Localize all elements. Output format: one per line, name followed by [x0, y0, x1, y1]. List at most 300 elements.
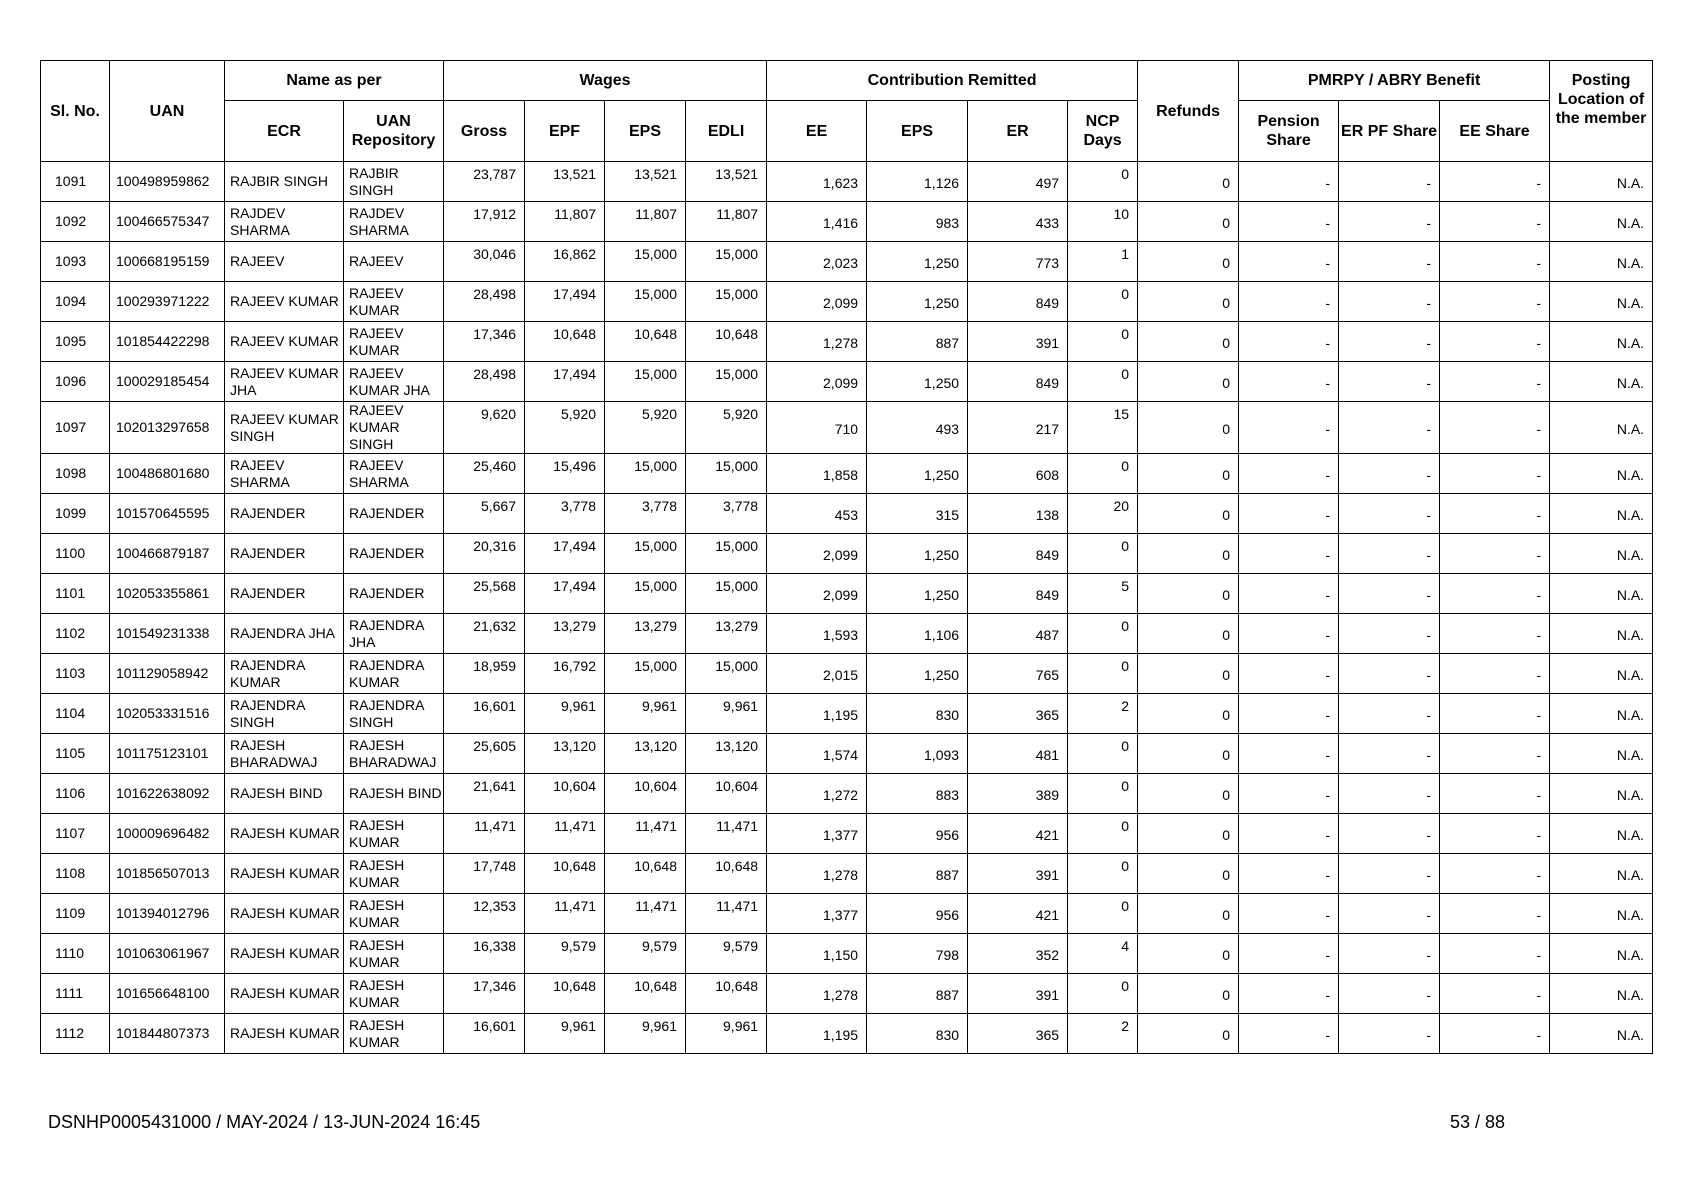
cell-uan: 100486801680: [110, 454, 225, 494]
cell-refunds: 0: [1138, 814, 1239, 854]
cell-eps-contribution: 887: [867, 854, 968, 894]
cell-name-ecr: RAJENDRA SINGH: [225, 694, 344, 734]
cell-eps: 11,807: [605, 202, 686, 242]
cell-eps-contribution: 887: [867, 322, 968, 362]
cell-eps-contribution: 1,126: [867, 162, 968, 202]
cell-uan: 100466575347: [110, 202, 225, 242]
cell-edli: 15,000: [686, 654, 767, 694]
table-row: [41, 454, 1653, 494]
cell-ee-share: -: [1440, 894, 1550, 934]
cell-eps: 15,000: [605, 654, 686, 694]
cell-name-ecr: RAJESH BHARADWAJ: [225, 734, 344, 774]
cell-pension-share: -: [1239, 162, 1339, 202]
cell-name-ecr: RAJESH KUMAR: [225, 854, 344, 894]
cell-refunds: 0: [1138, 494, 1239, 534]
cell-er-pf-share: -: [1339, 1014, 1440, 1054]
header-edli: EDLI: [686, 101, 767, 162]
table-row: [41, 894, 1653, 934]
cell-eps: 10,604: [605, 774, 686, 814]
cell-posting-location: N.A.: [1550, 854, 1653, 894]
cell-sl-no: 1103: [41, 654, 110, 694]
cell-gross: 16,601: [444, 694, 525, 734]
cell-uan: 101129058942: [110, 654, 225, 694]
cell-epf: 13,120: [525, 734, 605, 774]
cell-sl-no: 1109: [41, 894, 110, 934]
cell-ncp-days: 0: [1068, 654, 1138, 694]
cell-uan: 102013297658: [110, 402, 225, 454]
cell-sl-no: 1093: [41, 242, 110, 282]
cell-ee: 1,150: [767, 934, 867, 974]
cell-edli: 10,648: [686, 854, 767, 894]
cell-epf: 11,471: [525, 894, 605, 934]
cell-sl-no: 1105: [41, 734, 110, 774]
cell-epf: 11,807: [525, 202, 605, 242]
cell-refunds: 0: [1138, 1014, 1239, 1054]
cell-edli: 13,120: [686, 734, 767, 774]
cell-er-pf-share: -: [1339, 362, 1440, 402]
cell-name-uan-repository: RAJEEV SHARMA: [344, 454, 444, 494]
cell-er: 352: [968, 934, 1068, 974]
cell-name-uan-repository: RAJBIR SINGH: [344, 162, 444, 202]
cell-ee: 1,377: [767, 894, 867, 934]
cell-name-uan-repository: RAJDEV SHARMA: [344, 202, 444, 242]
cell-epf: 16,792: [525, 654, 605, 694]
cell-pension-share: -: [1239, 974, 1339, 1014]
cell-posting-location: N.A.: [1550, 242, 1653, 282]
cell-gross: 11,471: [444, 814, 525, 854]
cell-er-pf-share: -: [1339, 894, 1440, 934]
table-row: [41, 282, 1653, 322]
cell-eps: 10,648: [605, 322, 686, 362]
cell-name-uan-repository: RAJEEV KUMAR JHA: [344, 362, 444, 402]
cell-er-pf-share: -: [1339, 854, 1440, 894]
cell-er: 217: [968, 402, 1068, 454]
cell-ncp-days: 0: [1068, 454, 1138, 494]
cell-pension-share: -: [1239, 854, 1339, 894]
cell-posting-location: N.A.: [1550, 974, 1653, 1014]
cell-refunds: 0: [1138, 402, 1239, 454]
cell-sl-no: 1111: [41, 974, 110, 1014]
table-row: [41, 322, 1653, 362]
cell-er-pf-share: -: [1339, 494, 1440, 534]
cell-ncp-days: 15: [1068, 402, 1138, 454]
cell-refunds: 0: [1138, 774, 1239, 814]
cell-edli: 11,807: [686, 202, 767, 242]
cell-refunds: 0: [1138, 574, 1239, 614]
cell-epf: 13,521: [525, 162, 605, 202]
cell-epf: 10,648: [525, 854, 605, 894]
cell-eps-contribution: 493: [867, 402, 968, 454]
cell-ee: 1,623: [767, 162, 867, 202]
cell-sl-no: 1112: [41, 1014, 110, 1054]
cell-pension-share: -: [1239, 534, 1339, 574]
table-row: [41, 242, 1653, 282]
cell-ncp-days: 0: [1068, 614, 1138, 654]
cell-er: 391: [968, 322, 1068, 362]
cell-pension-share: -: [1239, 402, 1339, 454]
cell-posting-location: N.A.: [1550, 494, 1653, 534]
header-name-as-per: Name as per: [225, 61, 444, 101]
cell-gross: 23,787: [444, 162, 525, 202]
cell-posting-location: N.A.: [1550, 282, 1653, 322]
cell-posting-location: N.A.: [1550, 1014, 1653, 1054]
cell-posting-location: N.A.: [1550, 202, 1653, 242]
cell-eps-contribution: 1,093: [867, 734, 968, 774]
cell-er: 365: [968, 1014, 1068, 1054]
cell-eps: 15,000: [605, 242, 686, 282]
cell-ee: 2,099: [767, 362, 867, 402]
cell-name-ecr: RAJBIR SINGH: [225, 162, 344, 202]
cell-pension-share: -: [1239, 894, 1339, 934]
cell-ncp-days: 0: [1068, 322, 1138, 362]
cell-pension-share: -: [1239, 934, 1339, 974]
cell-uan: 100009696482: [110, 814, 225, 854]
cell-ncp-days: 0: [1068, 974, 1138, 1014]
cell-epf: 17,494: [525, 574, 605, 614]
cell-sl-no: 1094: [41, 282, 110, 322]
cell-sl-no: 1101: [41, 574, 110, 614]
cell-gross: 21,632: [444, 614, 525, 654]
cell-ncp-days: 0: [1068, 362, 1138, 402]
table-row: [41, 402, 1653, 454]
cell-refunds: 0: [1138, 894, 1239, 934]
cell-uan: 101063061967: [110, 934, 225, 974]
cell-edli: 15,000: [686, 242, 767, 282]
cell-sl-no: 1091: [41, 162, 110, 202]
cell-ee-share: -: [1440, 934, 1550, 974]
cell-refunds: 0: [1138, 202, 1239, 242]
cell-ee: 2,015: [767, 654, 867, 694]
cell-er: 421: [968, 814, 1068, 854]
cell-gross: 16,338: [444, 934, 525, 974]
cell-ncp-days: 0: [1068, 774, 1138, 814]
cell-ee-share: -: [1440, 162, 1550, 202]
cell-er: 138: [968, 494, 1068, 534]
cell-ee-share: -: [1440, 242, 1550, 282]
header-contribution-remitted: Contribution Remitted: [767, 61, 1138, 101]
cell-refunds: 0: [1138, 322, 1239, 362]
cell-name-uan-repository: RAJENDER: [344, 534, 444, 574]
cell-sl-no: 1102: [41, 614, 110, 654]
cell-edli: 13,279: [686, 614, 767, 654]
table-row: [41, 934, 1653, 974]
cell-uan: 100498959862: [110, 162, 225, 202]
cell-sl-no: 1110: [41, 934, 110, 974]
cell-uan: 100293971222: [110, 282, 225, 322]
table-row: [41, 974, 1653, 1014]
cell-er: 849: [968, 574, 1068, 614]
cell-er-pf-share: -: [1339, 774, 1440, 814]
cell-eps-contribution: 830: [867, 1014, 968, 1054]
cell-er-pf-share: -: [1339, 202, 1440, 242]
cell-posting-location: N.A.: [1550, 402, 1653, 454]
cell-uan: 100466879187: [110, 534, 225, 574]
cell-er: 773: [968, 242, 1068, 282]
cell-posting-location: N.A.: [1550, 534, 1653, 574]
cell-refunds: 0: [1138, 854, 1239, 894]
cell-ee: 2,099: [767, 282, 867, 322]
cell-eps-contribution: 1,250: [867, 282, 968, 322]
cell-ee-share: -: [1440, 1014, 1550, 1054]
cell-ee-share: -: [1440, 734, 1550, 774]
cell-epf: 11,471: [525, 814, 605, 854]
cell-er: 849: [968, 282, 1068, 322]
cell-ee: 1,593: [767, 614, 867, 654]
cell-edli: 10,648: [686, 974, 767, 1014]
table-row: [41, 1014, 1653, 1054]
cell-eps-contribution: 1,250: [867, 454, 968, 494]
cell-uan: 102053355861: [110, 574, 225, 614]
cell-er-pf-share: -: [1339, 322, 1440, 362]
cell-posting-location: N.A.: [1550, 694, 1653, 734]
cell-gross: 21,641: [444, 774, 525, 814]
cell-posting-location: N.A.: [1550, 362, 1653, 402]
cell-gross: 18,959: [444, 654, 525, 694]
cell-er: 765: [968, 654, 1068, 694]
table-row: [41, 654, 1653, 694]
cell-gross: 17,346: [444, 974, 525, 1014]
header-refunds: Refunds: [1138, 61, 1239, 162]
cell-ee-share: -: [1440, 494, 1550, 534]
cell-name-ecr: RAJESH KUMAR: [225, 934, 344, 974]
header-sl-no: Sl. No.: [41, 61, 110, 162]
header-ee: EE: [767, 101, 867, 162]
cell-uan: 101175123101: [110, 734, 225, 774]
cell-refunds: 0: [1138, 654, 1239, 694]
cell-er: 608: [968, 454, 1068, 494]
cell-refunds: 0: [1138, 934, 1239, 974]
cell-epf: 17,494: [525, 534, 605, 574]
cell-sl-no: 1098: [41, 454, 110, 494]
cell-gross: 28,498: [444, 282, 525, 322]
cell-ee-share: -: [1440, 402, 1550, 454]
cell-edli: 15,000: [686, 454, 767, 494]
cell-name-ecr: RAJENDRA JHA: [225, 614, 344, 654]
header-epf: EPF: [525, 101, 605, 162]
cell-edli: 3,778: [686, 494, 767, 534]
cell-ee-share: -: [1440, 814, 1550, 854]
table-row: [41, 202, 1653, 242]
cell-er: 389: [968, 774, 1068, 814]
cell-posting-location: N.A.: [1550, 322, 1653, 362]
cell-name-ecr: RAJEEV KUMAR: [225, 322, 344, 362]
cell-ee: 1,858: [767, 454, 867, 494]
cell-eps: 9,961: [605, 694, 686, 734]
cell-ee: 2,099: [767, 534, 867, 574]
cell-er: 849: [968, 534, 1068, 574]
cell-er: 497: [968, 162, 1068, 202]
cell-sl-no: 1100: [41, 534, 110, 574]
cell-uan: 102053331516: [110, 694, 225, 734]
cell-ee-share: -: [1440, 614, 1550, 654]
cell-name-uan-repository: RAJENDRA SINGH: [344, 694, 444, 734]
cell-gross: 17,912: [444, 202, 525, 242]
cell-ncp-days: 5: [1068, 574, 1138, 614]
cell-refunds: 0: [1138, 162, 1239, 202]
cell-ee-share: -: [1440, 202, 1550, 242]
cell-eps-contribution: 1,250: [867, 242, 968, 282]
cell-eps: 13,120: [605, 734, 686, 774]
cell-edli: 11,471: [686, 894, 767, 934]
cell-pension-share: -: [1239, 242, 1339, 282]
cell-name-ecr: RAJEEV SHARMA: [225, 454, 344, 494]
cell-ee: 1,278: [767, 974, 867, 1014]
cell-epf: 9,961: [525, 1014, 605, 1054]
header-eps-contribution: EPS: [867, 101, 968, 162]
cell-eps-contribution: 798: [867, 934, 968, 974]
cell-ee-share: -: [1440, 534, 1550, 574]
cell-sl-no: 1107: [41, 814, 110, 854]
cell-edli: 13,521: [686, 162, 767, 202]
table-row: [41, 534, 1653, 574]
cell-epf: 17,494: [525, 282, 605, 322]
cell-er-pf-share: -: [1339, 654, 1440, 694]
cell-eps: 3,778: [605, 494, 686, 534]
cell-refunds: 0: [1138, 974, 1239, 1014]
cell-eps-contribution: 956: [867, 814, 968, 854]
cell-gross: 25,605: [444, 734, 525, 774]
cell-ee: 1,195: [767, 1014, 867, 1054]
cell-eps-contribution: 1,250: [867, 534, 968, 574]
cell-er-pf-share: -: [1339, 734, 1440, 774]
table-row: [41, 574, 1653, 614]
cell-pension-share: -: [1239, 454, 1339, 494]
cell-eps: 11,471: [605, 814, 686, 854]
cell-eps: 10,648: [605, 854, 686, 894]
cell-eps: 5,920: [605, 402, 686, 454]
cell-edli: 9,961: [686, 694, 767, 734]
cell-ee-share: -: [1440, 322, 1550, 362]
cell-pension-share: -: [1239, 734, 1339, 774]
cell-sl-no: 1106: [41, 774, 110, 814]
cell-name-ecr: RAJEEV KUMAR JHA: [225, 362, 344, 402]
cell-edli: 10,648: [686, 322, 767, 362]
header-wages: Wages: [444, 61, 767, 101]
cell-sl-no: 1099: [41, 494, 110, 534]
cell-pension-share: -: [1239, 494, 1339, 534]
table-row: [41, 162, 1653, 202]
cell-posting-location: N.A.: [1550, 894, 1653, 934]
cell-eps-contribution: 887: [867, 974, 968, 1014]
cell-eps-contribution: 883: [867, 774, 968, 814]
cell-sl-no: 1104: [41, 694, 110, 734]
cell-ee: 1,272: [767, 774, 867, 814]
cell-ee-share: -: [1440, 974, 1550, 1014]
cell-name-ecr: RAJESH KUMAR: [225, 814, 344, 854]
cell-edli: 9,961: [686, 1014, 767, 1054]
header-er: ER: [968, 101, 1068, 162]
cell-ncp-days: 0: [1068, 734, 1138, 774]
cell-ee: 1,195: [767, 694, 867, 734]
table-body: [41, 162, 1653, 1054]
cell-eps-contribution: 1,106: [867, 614, 968, 654]
cell-ncp-days: 0: [1068, 162, 1138, 202]
cell-uan: 101570645595: [110, 494, 225, 534]
cell-er: 481: [968, 734, 1068, 774]
cell-epf: 10,648: [525, 974, 605, 1014]
cell-ee-share: -: [1440, 362, 1550, 402]
cell-refunds: 0: [1138, 734, 1239, 774]
cell-ee-share: -: [1440, 574, 1550, 614]
cell-uan: 101656648100: [110, 974, 225, 1014]
header-posting-location: Posting Location of the member: [1550, 61, 1653, 162]
cell-name-uan-repository: RAJENDRA KUMAR: [344, 654, 444, 694]
cell-name-uan-repository: RAJENDRA JHA: [344, 614, 444, 654]
header-pmrpy-abry: PMRPY / ABRY Benefit: [1239, 61, 1550, 101]
cell-posting-location: N.A.: [1550, 814, 1653, 854]
cell-posting-location: N.A.: [1550, 734, 1653, 774]
cell-er: 433: [968, 202, 1068, 242]
cell-name-uan-repository: RAJENDER: [344, 494, 444, 534]
cell-uan: 101549231338: [110, 614, 225, 654]
cell-posting-location: N.A.: [1550, 614, 1653, 654]
cell-pension-share: -: [1239, 202, 1339, 242]
header-ecr: ECR: [225, 101, 344, 162]
cell-epf: 9,961: [525, 694, 605, 734]
cell-name-ecr: RAJDEV SHARMA: [225, 202, 344, 242]
cell-er: 365: [968, 694, 1068, 734]
table-row: [41, 734, 1653, 774]
cell-uan: 101394012796: [110, 894, 225, 934]
cell-gross: 17,346: [444, 322, 525, 362]
cell-pension-share: -: [1239, 574, 1339, 614]
cell-er: 391: [968, 854, 1068, 894]
cell-er-pf-share: -: [1339, 574, 1440, 614]
cell-er: 421: [968, 894, 1068, 934]
cell-name-uan-repository: RAJEEV: [344, 242, 444, 282]
cell-pension-share: -: [1239, 774, 1339, 814]
cell-name-uan-repository: RAJEEV KUMAR: [344, 322, 444, 362]
cell-edli: 11,471: [686, 814, 767, 854]
cell-name-ecr: RAJESH KUMAR: [225, 894, 344, 934]
cell-name-uan-repository: RAJESH KUMAR: [344, 934, 444, 974]
header-eps: EPS: [605, 101, 686, 162]
cell-pension-share: -: [1239, 362, 1339, 402]
cell-er-pf-share: -: [1339, 534, 1440, 574]
cell-pension-share: -: [1239, 282, 1339, 322]
cell-eps: 9,961: [605, 1014, 686, 1054]
cell-name-uan-repository: RAJEEV KUMAR: [344, 282, 444, 322]
cell-ee: 1,278: [767, 322, 867, 362]
cell-ee: 453: [767, 494, 867, 534]
cell-gross: 20,316: [444, 534, 525, 574]
table-row: [41, 694, 1653, 734]
cell-er-pf-share: -: [1339, 242, 1440, 282]
cell-pension-share: -: [1239, 654, 1339, 694]
cell-name-ecr: RAJENDER: [225, 574, 344, 614]
cell-epf: 16,862: [525, 242, 605, 282]
table-row: [41, 494, 1653, 534]
cell-er-pf-share: -: [1339, 402, 1440, 454]
cell-ee: 1,574: [767, 734, 867, 774]
cell-ncp-days: 4: [1068, 934, 1138, 974]
cell-sl-no: 1095: [41, 322, 110, 362]
cell-posting-location: N.A.: [1550, 162, 1653, 202]
cell-er-pf-share: -: [1339, 694, 1440, 734]
cell-ncp-days: 1: [1068, 242, 1138, 282]
cell-sl-no: 1097: [41, 402, 110, 454]
cell-er-pf-share: -: [1339, 454, 1440, 494]
header-ncp-days: NCP Days: [1068, 101, 1138, 162]
cell-eps-contribution: 1,250: [867, 654, 968, 694]
cell-gross: 5,667: [444, 494, 525, 534]
cell-name-uan-repository: RAJENDER: [344, 574, 444, 614]
header-pension-share: Pension Share: [1239, 101, 1339, 162]
cell-name-ecr: RAJESH KUMAR: [225, 1014, 344, 1054]
cell-ee-share: -: [1440, 694, 1550, 734]
cell-uan: 101854422298: [110, 322, 225, 362]
cell-ncp-days: 0: [1068, 814, 1138, 854]
